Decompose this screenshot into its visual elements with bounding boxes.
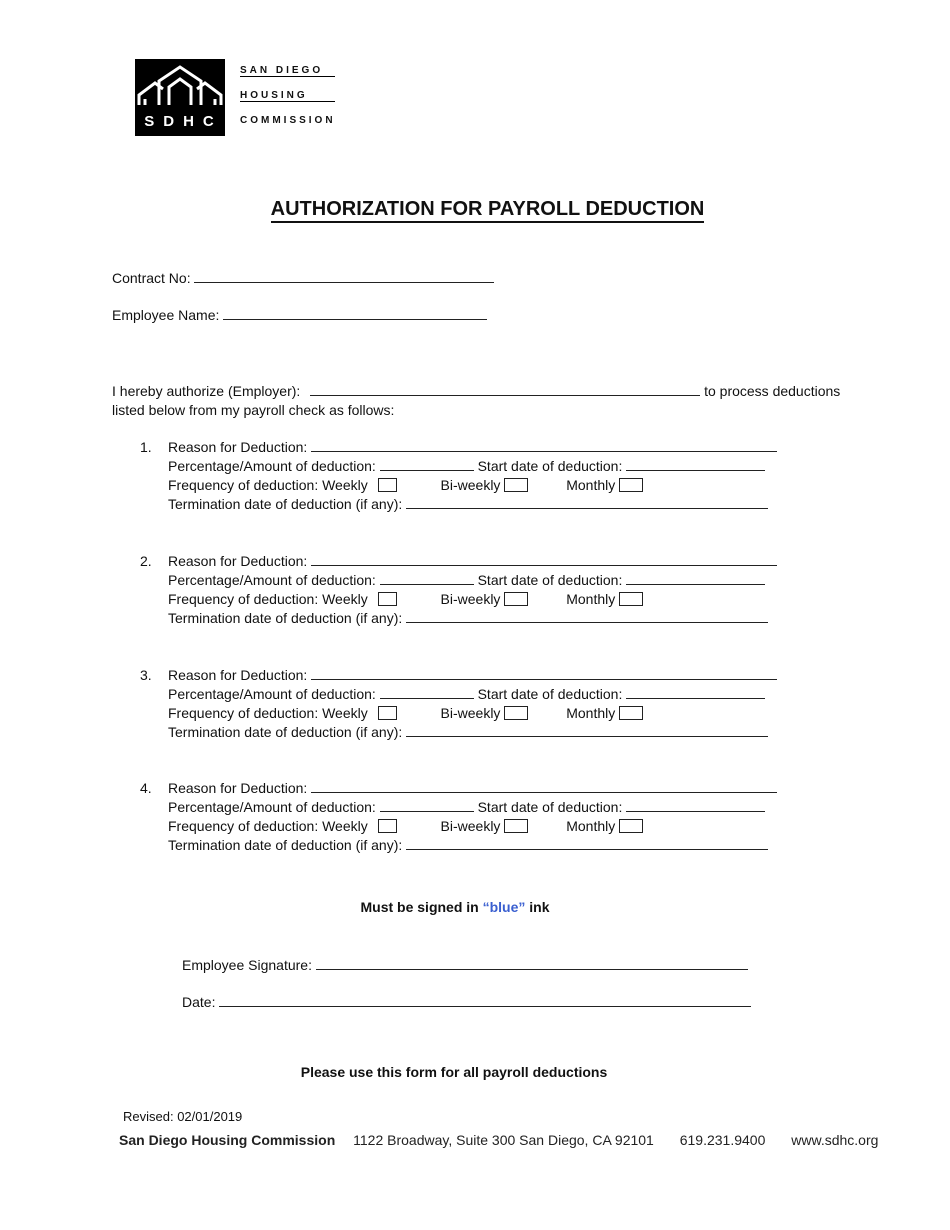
amount-field[interactable] [380, 571, 474, 585]
deduction-number: 3. [140, 667, 152, 683]
amount-label: Percentage/Amount of deduction: [168, 686, 376, 702]
reason-row [168, 666, 777, 684]
termination-row [168, 836, 768, 854]
amount-field[interactable] [380, 798, 474, 812]
logo-line-3: COMMISSION [240, 115, 336, 126]
termination-label: Termination date of deduction (if any): [168, 496, 403, 512]
contract-label: Contract No: [112, 270, 191, 286]
deduction-number: 2. [140, 553, 152, 569]
termination-row [168, 723, 768, 741]
start-date-label: Start date of deduction: [477, 799, 623, 815]
biweekly-checkbox[interactable] [504, 819, 528, 833]
amount-field[interactable] [380, 457, 474, 471]
date-label: Date: [182, 994, 216, 1010]
house-logo-mark [135, 59, 225, 136]
date-field[interactable] [219, 993, 751, 1007]
amount-label: Percentage/Amount of deduction: [168, 572, 376, 588]
footer-phone: 619.231.9400 [679, 1132, 766, 1148]
authorize-suffix: to process deductions [704, 383, 841, 399]
notice-post: ink [529, 899, 550, 915]
blue-ink-notice [0, 898, 910, 916]
termination-field[interactable] [406, 723, 768, 737]
weekly-checkbox[interactable] [378, 478, 397, 492]
monthly-label: Monthly [566, 477, 616, 493]
weekly-checkbox[interactable] [378, 592, 397, 606]
contract-field[interactable] [194, 269, 494, 283]
footer [119, 1132, 878, 1148]
frequency-label: Frequency of deduction: Weekly [168, 591, 368, 607]
biweekly-checkbox[interactable] [504, 706, 528, 720]
biweekly-label: Bi-weekly [440, 477, 501, 493]
biweekly-checkbox[interactable] [504, 592, 528, 606]
start-date-field[interactable] [626, 798, 765, 812]
start-date-label: Start date of deduction: [477, 686, 623, 702]
monthly-label: Monthly [566, 818, 616, 834]
amount-field[interactable] [380, 685, 474, 699]
authorize-line [112, 382, 840, 400]
reason-row [168, 438, 777, 456]
frequency-row [168, 590, 643, 608]
reason-field[interactable] [311, 552, 777, 566]
amount-row [168, 571, 765, 589]
frequency-row [168, 817, 643, 835]
reason-row [168, 779, 777, 797]
termination-label: Termination date of deduction (if any): [168, 610, 403, 626]
termination-field[interactable] [406, 495, 768, 509]
monthly-checkbox[interactable] [619, 706, 643, 720]
monthly-checkbox[interactable] [619, 478, 643, 492]
footer-address: 1122 Broadway, Suite 300 San Diego, CA 92101 [353, 1132, 654, 1148]
reason-label: Reason for Deduction: [168, 780, 308, 796]
monthly-checkbox[interactable] [619, 819, 643, 833]
sdhc-logo [135, 59, 335, 137]
monthly-label: Monthly [566, 705, 616, 721]
monthly-checkbox[interactable] [619, 592, 643, 606]
amount-row [168, 685, 765, 703]
amount-label: Percentage/Amount of deduction: [168, 799, 376, 815]
frequency-label: Frequency of deduction: Weekly [168, 818, 368, 834]
logo-line-2: HOUSING [240, 89, 335, 102]
houses-icon [135, 59, 225, 115]
instruction-text: Please use this form for all payroll deductions [300, 1064, 608, 1080]
authorize-line-2: listed below from my payroll check as follows: [112, 402, 395, 418]
biweekly-label: Bi-weekly [440, 818, 501, 834]
start-date-label: Start date of deduction: [477, 458, 623, 474]
revised-date: Revised: 02/01/2019 [123, 1109, 243, 1124]
page-title: AUTHORIZATION FOR PAYROLL DEDUCTION [0, 198, 950, 221]
notice-pre: Must be signed in [360, 899, 479, 915]
logo-line-1: SAN DIEGO [240, 64, 335, 77]
deduction-number: 1. [140, 439, 152, 455]
weekly-checkbox[interactable] [378, 819, 397, 833]
employee-signature-field[interactable] [316, 956, 748, 970]
reason-row [168, 552, 777, 570]
authorize-prefix: I hereby authorize (Employer): [112, 383, 301, 399]
start-date-field[interactable] [626, 457, 765, 471]
termination-row [168, 495, 768, 513]
termination-field[interactable] [406, 836, 768, 850]
monthly-label: Monthly [566, 591, 616, 607]
employee-name-row [112, 306, 487, 324]
frequency-label: Frequency of deduction: Weekly [168, 705, 368, 721]
start-date-field[interactable] [626, 685, 765, 699]
start-date-field[interactable] [626, 571, 765, 585]
biweekly-label: Bi-weekly [440, 591, 501, 607]
reason-label: Reason for Deduction: [168, 439, 308, 455]
termination-label: Termination date of deduction (if any): [168, 837, 403, 853]
reason-field[interactable] [311, 779, 777, 793]
termination-field[interactable] [406, 609, 768, 623]
notice-blue-word: “blue” [482, 899, 526, 915]
biweekly-checkbox[interactable] [504, 478, 528, 492]
termination-row [168, 609, 768, 627]
employee-signature-row [182, 956, 748, 974]
weekly-checkbox[interactable] [378, 706, 397, 720]
deduction-number: 4. [140, 780, 152, 796]
reason-label: Reason for Deduction: [168, 667, 308, 683]
start-date-label: Start date of deduction: [477, 572, 623, 588]
amount-row [168, 457, 765, 475]
employee-name-label: Employee Name: [112, 307, 220, 323]
date-row [182, 993, 751, 1011]
logo-abbreviation: SDHC [144, 113, 223, 130]
footer-website[interactable]: www.sdhc.org [791, 1132, 879, 1148]
amount-row [168, 798, 765, 816]
reason-label: Reason for Deduction: [168, 553, 308, 569]
reason-field[interactable] [311, 438, 777, 452]
frequency-row [168, 704, 643, 722]
employee-name-field[interactable] [223, 306, 487, 320]
reason-field[interactable] [311, 666, 777, 680]
frequency-label: Frequency of deduction: Weekly [168, 477, 368, 493]
employer-field[interactable] [310, 382, 700, 396]
employee-signature-label: Employee Signature: [182, 957, 312, 973]
contract-row [112, 269, 494, 287]
logo-wordmark [240, 64, 335, 138]
frequency-row [168, 476, 643, 494]
biweekly-label: Bi-weekly [440, 705, 501, 721]
amount-label: Percentage/Amount of deduction: [168, 458, 376, 474]
termination-label: Termination date of deduction (if any): [168, 724, 403, 740]
footer-org: San Diego Housing Commission [119, 1132, 336, 1148]
